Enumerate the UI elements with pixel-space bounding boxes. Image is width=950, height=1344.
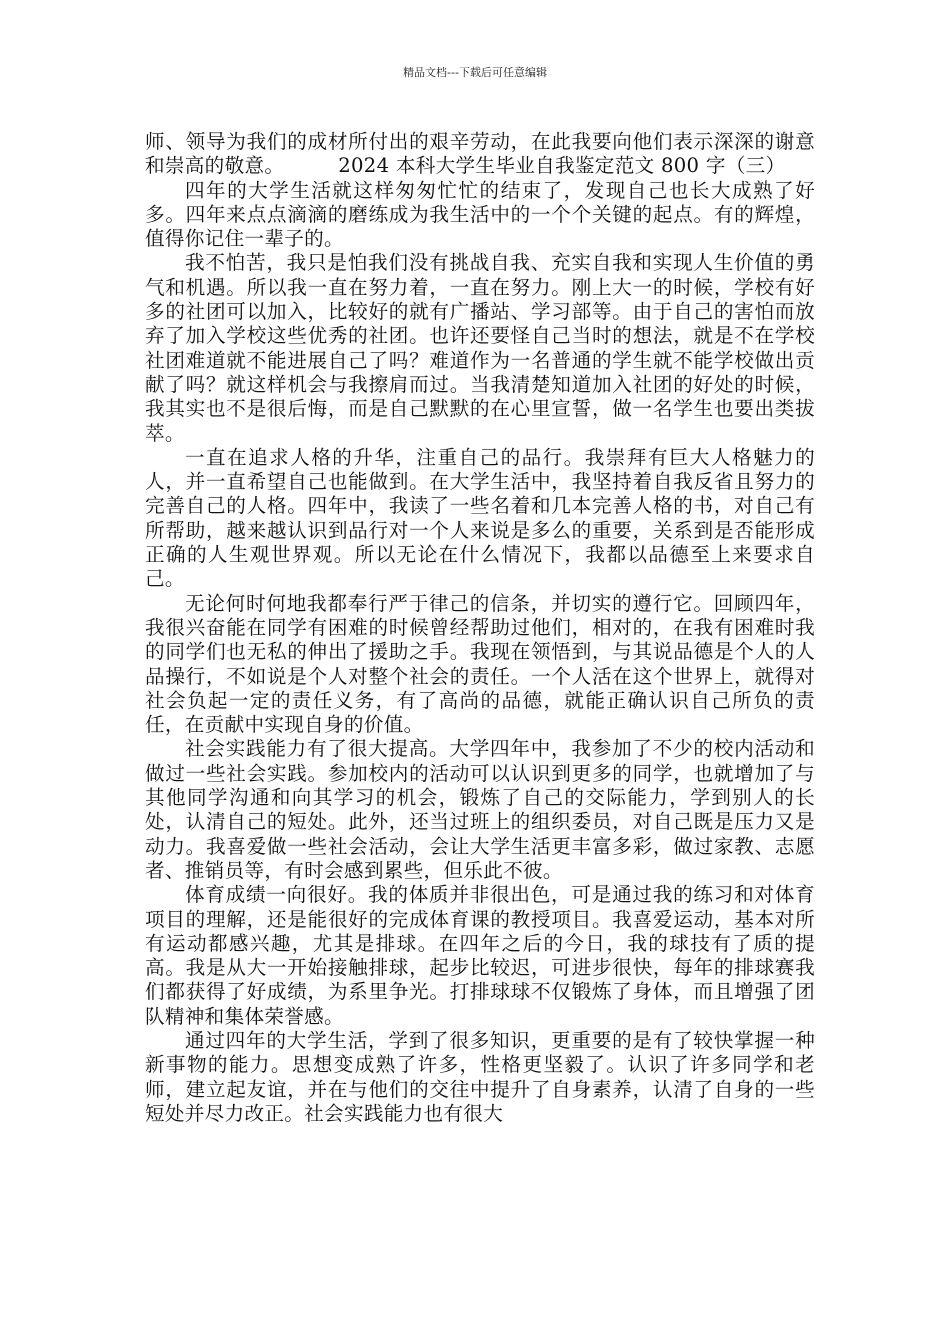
section-title: 2024 本科大学生毕业自我鉴定范文 800 字（三） bbox=[338, 154, 786, 178]
paragraph-2: 我不怕苦，我只是怕我们没有挑战自我、充实自我和实现人生价值的勇气和机遇。所以我一直在努力着，一直在努力。刚上大一的时候，学校有好多的社团可以加入，比较好的就有广播站、学习部等。由于自己的害怕而放弃了加入学校这些优秀的社团。也许还要怪自己当时的想法，就是不在学校社团难道就不能进展自己了吗？难道作为一名普通的学生就不能学校做出贡献了吗？就这样机会与我擦肩而过。当我清楚知道加入社团的好处的时候，我其实也不是很后悔，而是自己默默的在心里宣誓，做一名学生也要出类拔萃。 bbox=[145, 251, 815, 445]
paragraph-7: 通过四年的大学生活，学到了很多知识，更重要的是有了较快掌握一种新事物的能力。思想变成熟了许多，性格更坚毅了。认识了许多同学和老师，建立起友谊，并在与他们的交往中提升了自身素养，认清了自身的一些短处并尽力改正。社会实践能力也有很大 bbox=[145, 1028, 815, 1125]
paragraph-4: 无论何时何地我都奉行严于律己的信条，并切实的遵行它。回顾四年，我很兴奋能在同学有困难的时候曾经帮助过他们，相对的，在我有困难时我的同学们也无私的伸出了援助之手。我现在领悟到，与其说品德是个人的人品操行，不如说是个人对整个社会的责任。一个人活在这个世界上，就得对社会负起一定的责任义务，有了高尚的品德，就能正确认识自己所负的责任，在贡献中实现自身的价值。 bbox=[145, 591, 815, 737]
paragraph-6: 体育成绩一向很好。我的体质并非很出色，可是通过我的练习和对体育项目的理解，还是能很好的完成体育课的教授项目。我喜爱运动，基本对所有运动都感兴趣，尤其是排球。在四年之后的今日，我的球技有了质的提高。我是从大一开始接触排球，起步比较迟，可进步很快，每年的排球赛我们都获得了好成绩，为系里争光。打排球球不仅锻炼了身体，而且增强了团队精神和集体荣誉感。 bbox=[145, 883, 815, 1028]
opening-text: 师、领导为我们的成材所付出的艰辛劳动，在此我要向他们表示深深的谢意和崇高的敬意。 bbox=[145, 130, 815, 178]
paragraph-1: 四年的大学生活就这样匆匆忙忙的结束了，发现自己也长大成熟了好多。四年来点点滴滴的磨练成为我生活中的一个个关键的起点。有的辉煌，值得你记住一辈子的。 bbox=[145, 178, 815, 251]
opening-paragraph bbox=[145, 130, 815, 179]
paragraph-3: 一直在追求人格的升华，注重自己的品行。我崇拜有巨大人格魅力的人，并一直希望自己也能做到。在大学生活中，我坚持着自我反省且努力的完善自己的人格。四年中，我读了一些名着和几本完善人格的书，对自己有所帮助，越来越认识到品行对一个人来说是多么的重要，关系到是否能形成正确的人生观世界观。所以无论在什么情况下，我都以品德至上来要求自己。 bbox=[145, 445, 815, 591]
document-body bbox=[145, 130, 815, 1126]
paragraph-5: 社会实践能力有了很大提高。大学四年中，我参加了不少的校内活动和做过一些社会实践。参加校内的活动可以认识到更多的同学，也就增加了与其他同学沟通和向其学习的机会，锻炼了自己的交际能力，学到别人的长处，认清自己的短处。此外，还当过班上的组织委员，对自己既是压力又是动力。我喜爱做一些社会活动，会让大学生活更丰富多彩，做过家教、志愿者、推销员等，有时会感到累些，但乐此不彼。 bbox=[145, 737, 815, 882]
page-header: 精品文档---下载后可任意编辑 bbox=[403, 66, 547, 79]
